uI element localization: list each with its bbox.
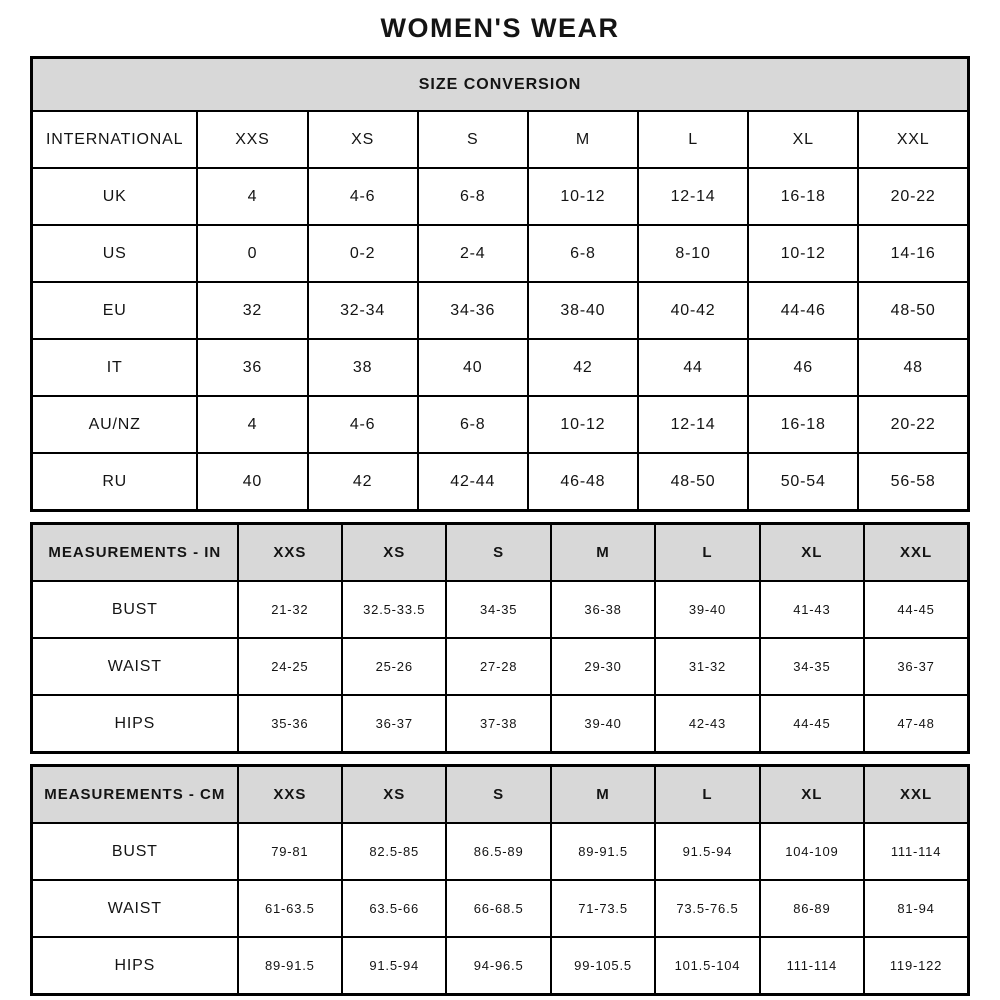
size-conversion-table [30,56,970,512]
column-header: L [655,766,759,824]
cell: 38-40 [528,282,638,339]
cell: 111-114 [864,823,968,880]
column-header: M [551,766,655,824]
cell: 89-91.5 [551,823,655,880]
column-header: MEASUREMENTS - IN [32,524,238,582]
column-header: L [638,111,748,168]
table-row [32,823,969,880]
cell: 42 [528,339,638,396]
row-label: IT [32,339,198,396]
table-title-row [32,58,969,112]
cell: 48-50 [858,282,968,339]
cell: 37-38 [446,695,550,753]
cell: 73.5-76.5 [655,880,759,937]
cell: 29-30 [551,638,655,695]
cell: 71-73.5 [551,880,655,937]
cell: 42 [308,453,418,511]
table-row [32,396,969,453]
cell: 36-38 [551,581,655,638]
table-title: SIZE CONVERSION [32,58,969,112]
cell: 35-36 [238,695,342,753]
table-row [32,581,969,638]
cell: 36-37 [864,638,968,695]
cell: 66-68.5 [446,880,550,937]
cell: 61-63.5 [238,880,342,937]
cell: 25-26 [342,638,446,695]
cell: 34-35 [446,581,550,638]
table-row [32,638,969,695]
cell: 119-122 [864,937,968,995]
cell: 34-35 [760,638,864,695]
cell: 10-12 [528,396,638,453]
cell: 91.5-94 [655,823,759,880]
table-row [32,168,969,225]
row-label: HIPS [32,937,238,995]
cell: 20-22 [858,168,968,225]
column-header: S [446,524,550,582]
cell: 36 [197,339,307,396]
row-label: WAIST [32,880,238,937]
cell: 82.5-85 [342,823,446,880]
column-header: XL [748,111,858,168]
cell: 79-81 [238,823,342,880]
cell: 111-114 [760,937,864,995]
row-label: BUST [32,581,238,638]
cell: 27-28 [446,638,550,695]
table-row [32,880,969,937]
cell: 12-14 [638,168,748,225]
column-header: M [528,111,638,168]
column-header: XXS [238,766,342,824]
cell: 4 [197,396,307,453]
cell: 0 [197,225,307,282]
cell: 44-45 [864,581,968,638]
cell: 4-6 [308,396,418,453]
cell: 32 [197,282,307,339]
cell: 47-48 [864,695,968,753]
column-header: XL [760,766,864,824]
cell: 44 [638,339,748,396]
table-row [32,339,969,396]
table-row [32,225,969,282]
header-row [32,111,969,168]
cell: 20-22 [858,396,968,453]
column-header: XS [342,766,446,824]
cell: 31-32 [655,638,759,695]
header-row [32,524,969,582]
cell: 32-34 [308,282,418,339]
cell: 0-2 [308,225,418,282]
cell: 8-10 [638,225,748,282]
header-row [32,766,969,824]
cell: 40-42 [638,282,748,339]
cell: 10-12 [748,225,858,282]
row-label: BUST [32,823,238,880]
cell: 39-40 [655,581,759,638]
cell: 104-109 [760,823,864,880]
cell: 46-48 [528,453,638,511]
cell: 46 [748,339,858,396]
cell: 12-14 [638,396,748,453]
cell: 40 [197,453,307,511]
cell: 6-8 [418,396,528,453]
cell: 42-44 [418,453,528,511]
cell: 24-25 [238,638,342,695]
cell: 81-94 [864,880,968,937]
table-row [32,937,969,995]
cell: 4-6 [308,168,418,225]
column-header: XXS [197,111,307,168]
cell: 21-32 [238,581,342,638]
cell: 6-8 [528,225,638,282]
table-row [32,695,969,753]
cell: 91.5-94 [342,937,446,995]
cell: 101.5-104 [655,937,759,995]
page-title: WOMEN'S WEAR [380,13,620,43]
table-row [32,282,969,339]
column-header: XXS [238,524,342,582]
cell: 41-43 [760,581,864,638]
row-label: HIPS [32,695,238,753]
column-header: S [418,111,528,168]
cell: 86.5-89 [446,823,550,880]
column-header: L [655,524,759,582]
cell: 89-91.5 [238,937,342,995]
cell: 94-96.5 [446,937,550,995]
row-label: UK [32,168,198,225]
cell: 44-45 [760,695,864,753]
cell: 86-89 [760,880,864,937]
cell: 40 [418,339,528,396]
measurements-cm-table [30,764,970,996]
cell: 63.5-66 [342,880,446,937]
cell: 44-46 [748,282,858,339]
row-label: WAIST [32,638,238,695]
cell: 42-43 [655,695,759,753]
column-header: XS [308,111,418,168]
measurements-in-table [30,522,970,754]
cell: 14-16 [858,225,968,282]
cell: 99-105.5 [551,937,655,995]
cell: 48-50 [638,453,748,511]
cell: 56-58 [858,453,968,511]
column-header: XL [760,524,864,582]
row-label: AU/NZ [32,396,198,453]
cell: 39-40 [551,695,655,753]
cell: 6-8 [418,168,528,225]
cell: 2-4 [418,225,528,282]
column-header: M [551,524,655,582]
row-label: RU [32,453,198,511]
cell: 50-54 [748,453,858,511]
column-header: MEASUREMENTS - CM [32,766,238,824]
cell: 10-12 [528,168,638,225]
column-header: XXL [858,111,968,168]
cell: 36-37 [342,695,446,753]
cell: 4 [197,168,307,225]
cell: 32.5-33.5 [342,581,446,638]
cell: 34-36 [418,282,528,339]
column-header: XS [342,524,446,582]
table-row [32,453,969,511]
cell: 16-18 [748,168,858,225]
row-label: US [32,225,198,282]
column-header: S [446,766,550,824]
row-label: EU [32,282,198,339]
cell: 38 [308,339,418,396]
column-header: INTERNATIONAL [32,111,198,168]
cell: 48 [858,339,968,396]
cell: 16-18 [748,396,858,453]
column-header: XXL [864,766,968,824]
column-header: XXL [864,524,968,582]
